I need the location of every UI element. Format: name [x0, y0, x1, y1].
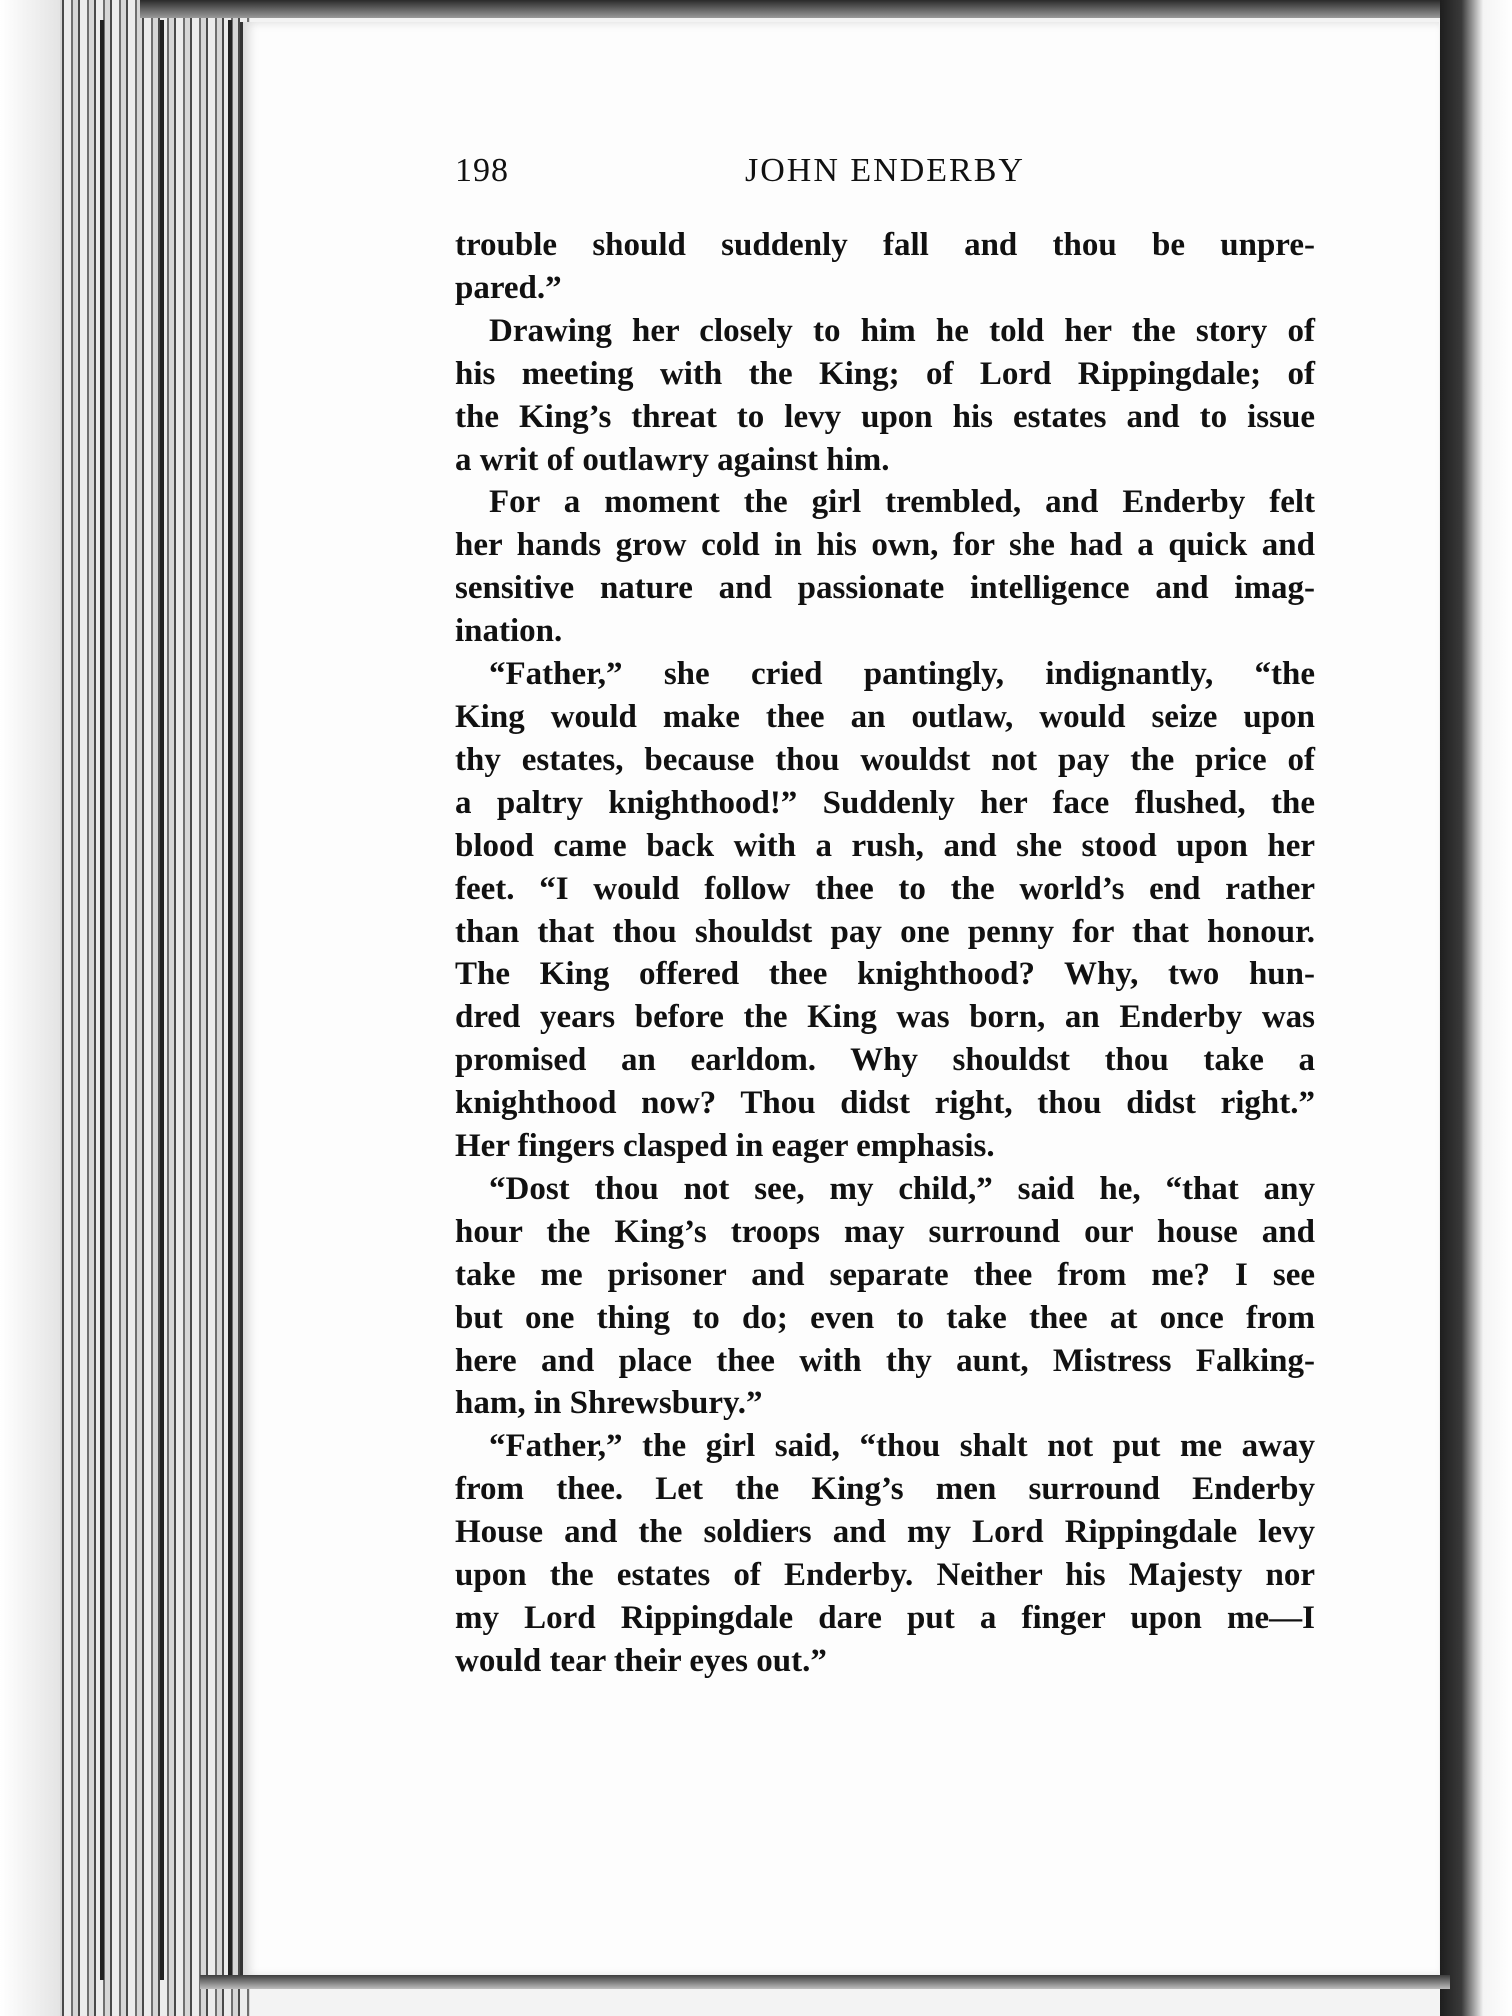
text-line: dred years before the King was born, an Enderby was: [455, 999, 1315, 1036]
text-line: sensitive nature and passionate intelligence and imag-: [455, 570, 1315, 607]
text-line: here and place thee with thy aunt, Mistress Falking-: [455, 1342, 1315, 1379]
text-line: his meeting with the King; of Lord Rippingdale; of: [455, 355, 1315, 392]
text-line: but one thing to do; even to take thee at once from: [455, 1299, 1315, 1336]
text-line: Drawing her closely to him he told her the story of: [489, 312, 1315, 349]
text-line: feet. “I would follow thee to the world’s end rather: [455, 870, 1315, 907]
page-edge-line: [228, 20, 232, 1980]
text-line: thy estates, because thou wouldst not pay the price of: [455, 741, 1315, 778]
text-line: For a moment the girl trembled, and Enderby felt: [489, 484, 1315, 521]
text-line: promised an earldom. Why shouldst thou take a: [455, 1042, 1315, 1079]
text-line: the King’s threat to levy upon his estates and to issue: [455, 398, 1315, 435]
page-number: 198: [455, 152, 509, 189]
page-text: [455, 150, 1315, 1683]
text-line: her hands grow cold in his own, for she had a quick and: [455, 527, 1315, 564]
text-line: a paltry knighthood!” Suddenly her face flushed, the: [455, 784, 1315, 821]
book-cover-edge: [1440, 0, 1512, 2016]
text-line: ination.: [455, 613, 563, 650]
text-line: King would make thee an outlaw, would seize upon: [455, 698, 1315, 735]
text-line: pared.”: [455, 269, 562, 306]
text-line: “Dost thou not see, my child,” said he, “that any: [489, 1170, 1315, 1207]
text-line: upon the estates of Enderby. Neither his Majesty nor: [455, 1557, 1315, 1594]
text-line: would tear their eyes out.”: [455, 1642, 827, 1679]
page-edge-line: [160, 20, 164, 1980]
text-line: a writ of outlawry against him.: [455, 441, 890, 478]
text-line: “Father,” the girl said, “thou shalt not put me away: [489, 1428, 1315, 1465]
text-line: The King offered thee knighthood? Why, two hun-: [455, 956, 1315, 993]
text-line: knighthood now? Thou didst right, thou didst right.”: [455, 1085, 1315, 1122]
running-title: JOHN ENDERBY: [745, 152, 1025, 189]
text-line: “Father,” she cried pantingly, indignantly, “the: [489, 656, 1315, 693]
left-margin-fade: [0, 0, 60, 2016]
text-line: take me prisoner and separate thee from me? I see: [455, 1256, 1315, 1293]
text-line: hour the King’s troops may surround our house and: [455, 1213, 1315, 1250]
text-line: my Lord Rippingdale dare put a finger upon me—I: [455, 1600, 1315, 1636]
text-line: ham, in Shrewsbury.”: [455, 1385, 763, 1422]
text-line: Her fingers clasped in eager emphasis.: [455, 1128, 995, 1165]
text-line: House and the soldiers and my Lord Rippingdale levy: [455, 1514, 1315, 1551]
text-line: trouble should suddenly fall and thou be unpre-: [455, 227, 1315, 263]
page-edge-line: [100, 20, 104, 1980]
text-line: than that thou shouldst pay one penny for that honour.: [455, 913, 1315, 950]
binding-shadow: [140, 0, 1460, 18]
bottom-page-edge: [200, 1975, 1450, 1989]
text-line: blood came back with a rush, and she stood upon her: [455, 827, 1315, 864]
text-line: from thee. Let the King’s men surround Enderby: [455, 1471, 1315, 1508]
running-head: [455, 150, 1315, 202]
